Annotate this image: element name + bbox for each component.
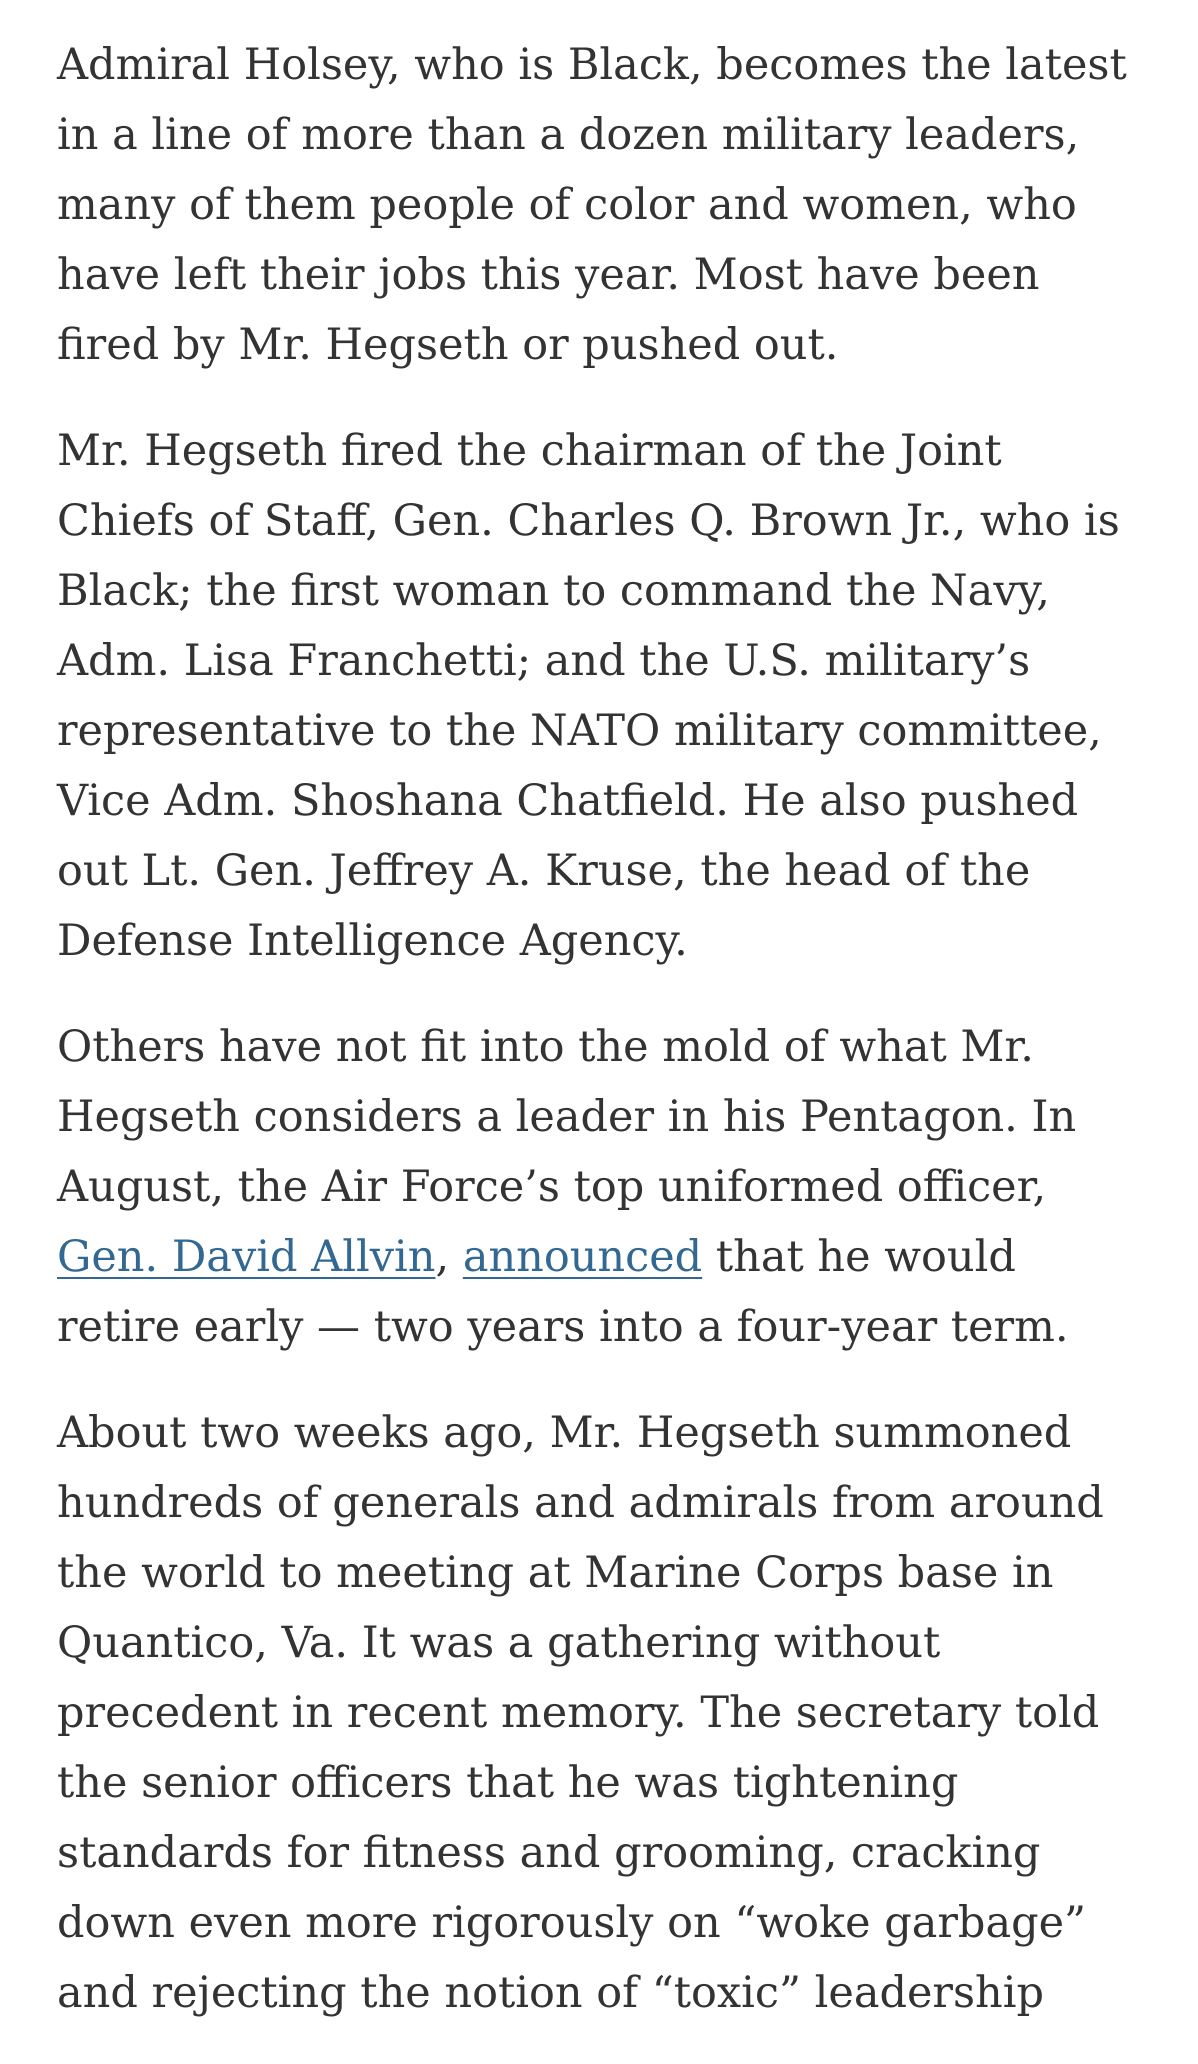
paragraph-1-text: Admiral Holsey, who is Black, becomes the latest in a line of more than a dozen military leaders, many of them people of color and women, who have left their jobs this year. Most have been fired by Mr. Hegseth or pushed out. <box>57 40 1127 370</box>
paragraph-1 <box>57 30 1147 380</box>
screenshot-crop-edge <box>0 2026 1198 2048</box>
paragraph-2-text: Mr. Hegseth fired the chairman of the Joint Chiefs of Staff, Gen. Charles Q. Brown Jr., who is Black; the first woman to command the Navy, Adm. Lisa Franchetti; and the U.S. military’s representative to the NATO military committee, Vice Adm. Shoshana Chatfield. He also pushed out Lt. Gen. Jeffrey A. Kruse, the head of the Defense Intelligence Agency. <box>57 426 1120 966</box>
paragraph-3-text-start: Others have not fit into the mold of what Mr. Hegseth considers a leader in his Pentagon. In August, the Air Force’s top uniformed officer, <box>57 1022 1077 1212</box>
paragraph-4 <box>57 1398 1147 2028</box>
link-announced[interactable]: announced <box>462 1232 703 1282</box>
paragraph-3-separator: , <box>435 1232 463 1282</box>
paragraph-2 <box>57 416 1147 976</box>
link-gen-david-allvin[interactable]: Gen. David Allvin <box>57 1232 436 1282</box>
paragraph-3 <box>57 1012 1147 1362</box>
paragraph-3-text-end: that he would retire early — two years into a four-year term. <box>57 1232 1069 1352</box>
article-body <box>57 30 1147 2064</box>
paragraph-4-text: About two weeks ago, Mr. Hegseth summoned hundreds of generals and admirals from around the world to meeting at Marine Corps base in Quantico, Va. It was a gathering without precedent in recent memory. The secretary told the senior officers that he was tightening standards for fitness and grooming, cracking down even more rigorously on “woke garbage” and rejecting the notion of “toxic” leadership <box>57 1408 1104 2018</box>
